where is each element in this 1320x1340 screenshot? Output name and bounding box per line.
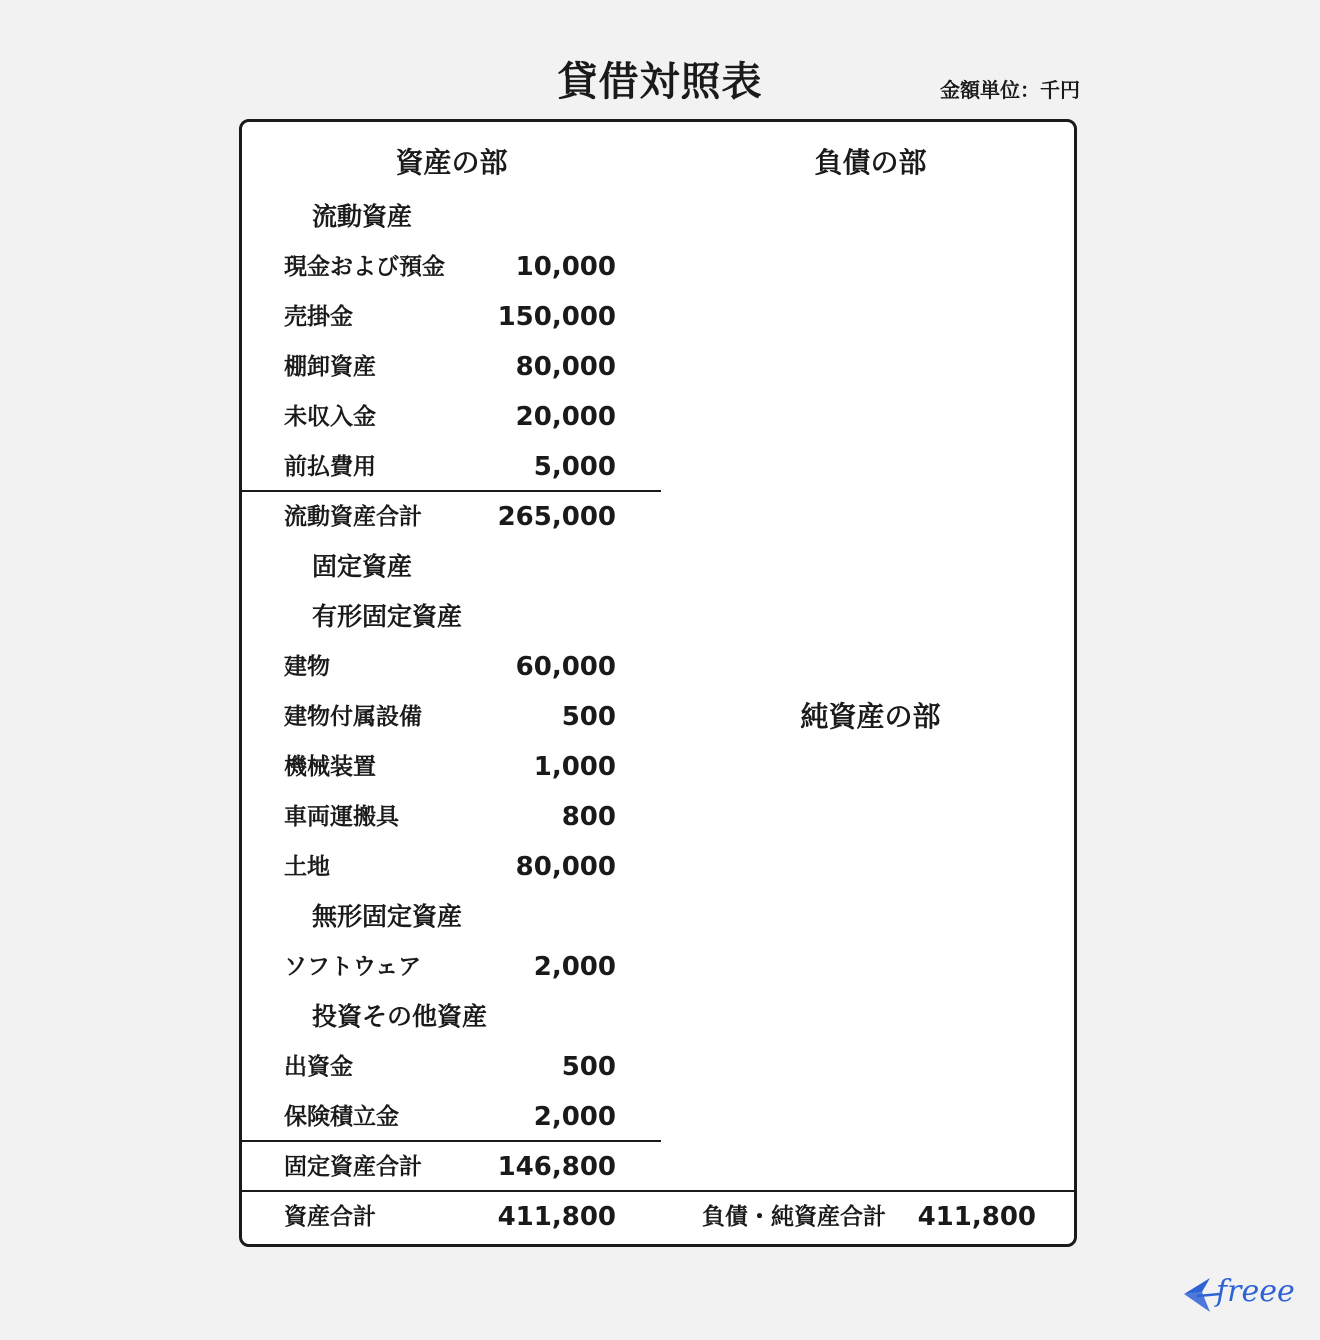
assets-total-label: 資産合計	[284, 1204, 376, 1230]
item-label-cash: 現金および預金	[284, 254, 445, 280]
item-value-land: 80,000	[515, 852, 616, 882]
item-value-prepaid: 5,000	[533, 452, 616, 482]
item-value-buildings: 60,000	[515, 652, 616, 682]
item-value-capital-investment: 500	[561, 1052, 616, 1082]
item-value-cash: 10,000	[515, 252, 616, 282]
assets-total-value: 411,800	[497, 1202, 616, 1232]
fixed-assets-heading: 固定資産	[312, 552, 413, 581]
item-label-software: ソフトウェア	[284, 954, 422, 980]
item-label-vehicles: 車両運搬具	[284, 804, 399, 830]
liabilities-net-assets-total-value: 411,800	[917, 1202, 1036, 1232]
liabilities-net-assets-total-label: 負債・純資産合計	[702, 1204, 886, 1230]
fixed-assets-total-value: 146,800	[497, 1152, 616, 1182]
item-value-machinery: 1,000	[533, 752, 616, 782]
item-label-machinery: 機械装置	[284, 754, 376, 780]
item-value-inventory: 80,000	[515, 352, 616, 382]
item-value-insurance-reserve: 2,000	[533, 1102, 616, 1132]
investments-heading: 投資その他資産	[312, 1002, 488, 1031]
tangible-assets-heading: 有形固定資産	[312, 602, 463, 631]
fixed-assets-total-label: 固定資産合計	[284, 1154, 422, 1180]
page-title: 貸借対照表	[557, 59, 763, 105]
balance-sheet-table	[239, 119, 1077, 1247]
item-value-vehicles: 800	[561, 802, 616, 832]
item-label-insurance-reserve: 保険積立金	[284, 1104, 399, 1130]
current-assets-total-value: 265,000	[497, 502, 616, 532]
item-label-capital-investment: 出資金	[284, 1054, 353, 1080]
item-label-receivables: 売掛金	[284, 304, 353, 330]
item-label-land: 土地	[284, 854, 330, 880]
item-value-accrued-income: 20,000	[515, 402, 616, 432]
item-label-building-equipment: 建物付属設備	[284, 704, 422, 730]
net-assets-section-header: 純資産の部	[800, 700, 941, 733]
item-value-software: 2,000	[533, 952, 616, 982]
item-label-accrued-income: 未収入金	[284, 404, 376, 430]
item-label-buildings: 建物	[284, 654, 330, 680]
liabilities-section-header: 負債の部	[814, 146, 927, 179]
item-label-prepaid: 前払費用	[284, 454, 376, 480]
freee-logo-text: freee	[1216, 1274, 1295, 1309]
amount-unit: 金額単位：千円	[940, 78, 1080, 102]
current-assets-heading: 流動資産	[312, 202, 413, 231]
intangible-assets-heading: 無形固定資産	[312, 902, 463, 931]
assets-section-header: 資産の部	[395, 146, 508, 179]
current-assets-total-label: 流動資産合計	[284, 504, 422, 530]
item-value-receivables: 150,000	[497, 302, 616, 332]
item-value-building-equipment: 500	[561, 702, 616, 732]
item-label-inventory: 棚卸資産	[284, 354, 376, 380]
